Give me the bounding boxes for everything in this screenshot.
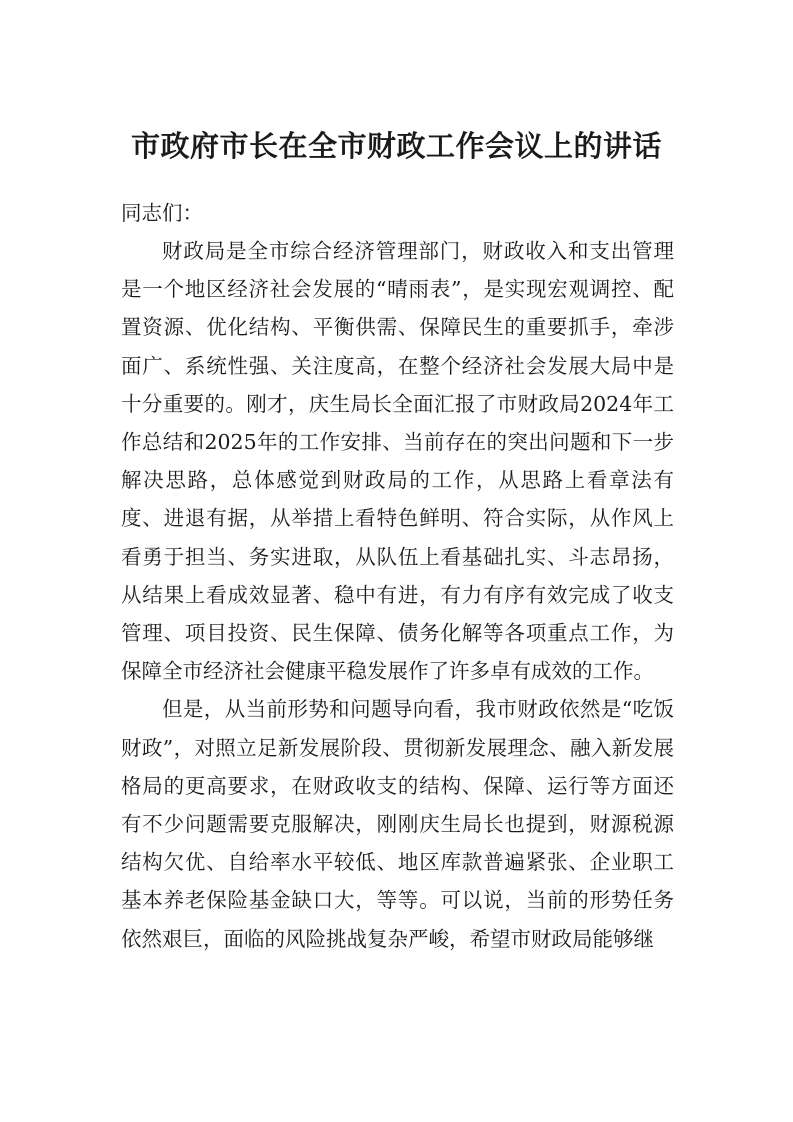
paragraph-2: 但是，从当前形势和问题导向看，我市财政依然是“吃饭财政”，对照立足新发展阶段、贯彻新发展理念、融入新发展格局的更高要求，在财政收支的结构、保障、运行等方面还有不少问题需要克服解决，刚刚庆生局长也提到，财源税源结构欠优、自给率水平较低、地区库款普遍紧张、企业职工基本养老保险基金缺口大，等等。可以说，当前的形势任务依然艰巨，面临的风险挑战复杂严峻，希望市财政局能够继 [121,697,674,951]
document-title: 市政府市长在全市财政工作会议上的讲话 [130,129,662,163]
paragraph-1: 财政局是全市综合经济管理部门，财政收入和支出管理是一个地区经济社会发展的“晴雨表”，是实现宏观调控、配置资源、优化结构、平衡供需、保障民生的重要抓手，牵涉面广、系统性强、关注度高，在整个经济社会发展大局中是十分重要的。刚才，庆生局长全面汇报了市财政局2024年工作总结和2025年的工作安排、当前存在的突出问题和下一步解决思路，总体感觉到财政局的工作，从思路上看章法有度、进退有据，从举措上看特色鲜明、符合实际，从作风上看勇于担当、务实进取，从队伍上看基础扎实、斗志昂扬，从结果上看成效显著、稳中有进，有力有序有效完成了收支管理、项目投资、民生保障、债务化解等各项重点工作，为保障全市经济社会健康平稳发展作了许多卓有成效的工作。 [121,239,674,684]
salutation: 同志们： [121,201,203,225]
document-body [121,232,674,958]
